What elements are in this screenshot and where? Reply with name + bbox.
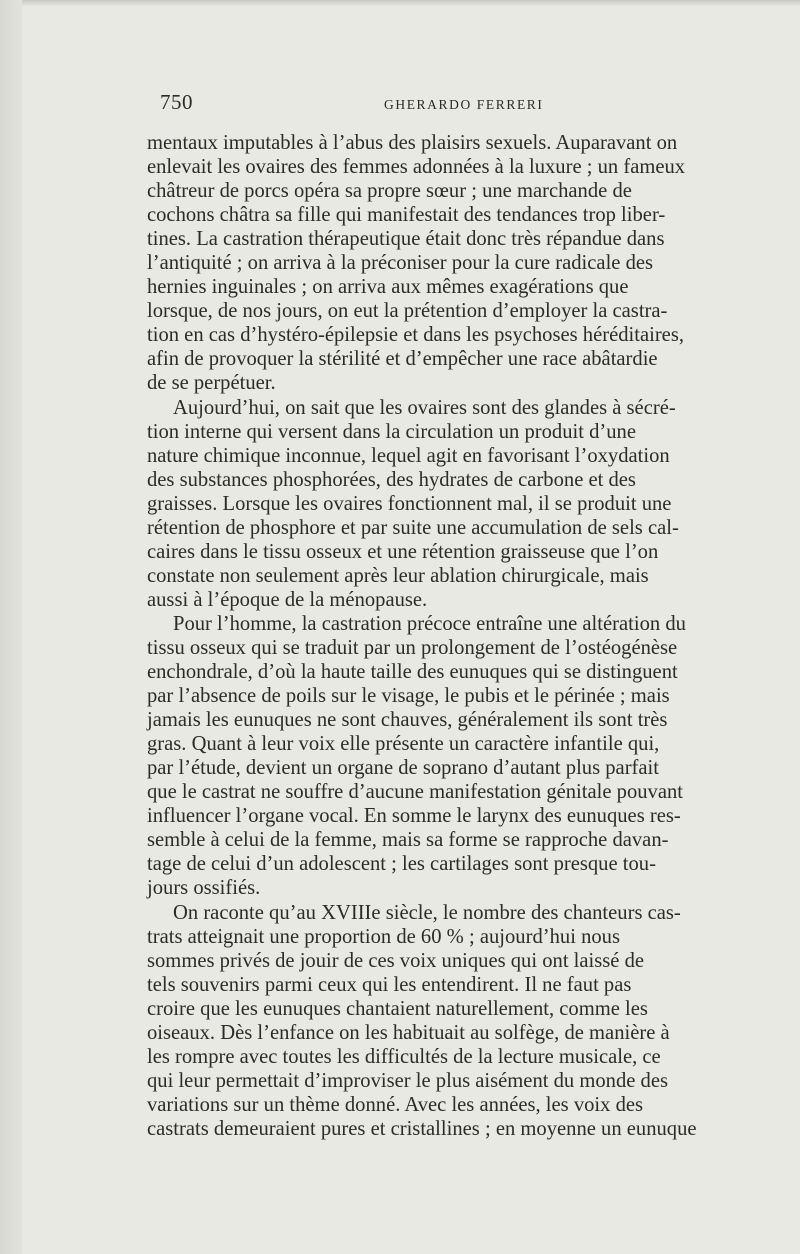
text-line: castrats demeuraient pures et cristallines ; en moyenne un eunuque — [147, 1117, 697, 1140]
text-line: enchondrale, d’où la haute taille des eunuques qui se distinguent — [147, 661, 678, 684]
text-line: semble à celui de la femme, mais sa forme se rapproche davan- — [147, 829, 669, 852]
text-line: que le castrat ne souffre d’aucune manifestation génitale pouvant — [147, 781, 683, 804]
running-head-author: GHERARDO FERRERI — [384, 97, 544, 112]
text-line: hernies inguinales ; on arriva aux mêmes exagérations que — [147, 276, 629, 299]
text-line: rétention de phosphore et par suite une accumulation de sels cal- — [147, 516, 679, 539]
text-line: cochons châtra sa fille qui manifestait des tendances trop liber- — [147, 204, 666, 227]
text-line: mentaux imputables à l’abus des plaisirs sexuels. Auparavant on — [147, 132, 678, 154]
scan-edge-shadow — [0, 0, 22, 1254]
text-line: sommes privés de jouir de ces voix uniques qui ont laissé de — [147, 949, 645, 972]
text-line: trats atteignait une proportion de 60 % ; aujourd’hui nous — [147, 925, 620, 948]
text-line: Pour l’homme, la castration précoce entraîne une altération du — [173, 612, 686, 635]
text-line: aussi à l’époque de la ménopause. — [147, 588, 428, 611]
text-line: jamais les eunuques ne sont chauves, généralement ils sont très — [147, 709, 668, 732]
text-line: On raconte qu’au XVIIIe siècle, le nombre des chanteurs cas- — [173, 901, 681, 924]
text-line: constate non seulement après leur ablation chirurgicale, mais — [147, 564, 649, 587]
text-line: qui leur permettait d’improviser le plus aisément du monde des — [147, 1069, 669, 1092]
text-line: des substances phosphorées, des hydrates de carbone et des — [147, 468, 636, 491]
text-line: Aujourd’hui, on sait que les ovaires sont des glandes à sécré- — [173, 396, 676, 419]
text-line: caires dans le tissu osseux et une rétention graisseuse que l’on — [147, 540, 659, 563]
text-line: gras. Quant à leur voix elle présente un caractère infantile qui, — [147, 733, 660, 756]
text-line: nature chimique inconnue, lequel agit en favorisant l’oxydation — [147, 444, 670, 467]
body-text — [147, 131, 756, 1141]
text-line: tage de celui d’un adolescent ; les cartilages sont presque tou- — [147, 853, 656, 876]
text-line: lorsque, de nos jours, on eut la prétention d’employer la castra- — [147, 300, 668, 323]
text-line: oiseaux. Dès l’enfance on les habituait au solfège, de manière à — [147, 1021, 670, 1044]
text-line: tion en cas d’hystéro-épilepsie et dans les psychoses héréditaires, — [147, 324, 684, 347]
text-line: de se perpétuer. — [147, 372, 276, 395]
text-line: tels souvenirs parmi ceux qui les entendirent. Il ne faut pas — [147, 973, 632, 996]
page-number: 750 — [160, 90, 193, 114]
text-line: tines. La castration thérapeutique était donc très répandue dans — [147, 228, 665, 251]
text-line: enlevait les ovaires des femmes adonnées à la luxure ; un fameux — [147, 156, 686, 179]
text-line: tion interne qui versent dans la circulation un produit d’une — [147, 420, 636, 443]
running-head — [160, 90, 756, 118]
text-line: l’antiquité ; on arriva à la préconiser pour la cure radicale des — [147, 252, 654, 275]
text-line: par l’étude, devient un organe de soprano d’autant plus parfait — [147, 757, 659, 780]
text-line: afin de provoquer la stérilité et d’empêcher une race abâtardie — [147, 348, 658, 371]
text-line: influencer l’organe vocal. En somme le larynx des eunuques res- — [147, 805, 681, 828]
text-line: par l’absence de poils sur le visage, le pubis et le périnée ; mais — [147, 685, 670, 708]
text-line: tissu osseux qui se traduit par un prolongement de l’ostéogénèse — [147, 636, 678, 659]
text-line: croire que les eunuques chantaient naturellement, comme les — [147, 997, 648, 1020]
text-line: variations sur un thème donné. Avec les années, les voix des — [147, 1093, 644, 1116]
text-line: les rompre avec toutes les difficultés de la lecture musicale, ce — [147, 1045, 661, 1068]
text-line: graisses. Lorsque les ovaires fonctionnent mal, il se produit une — [147, 492, 672, 515]
text-line: châtreur de porcs opéra sa propre sœur ; une marchande de — [147, 180, 632, 203]
text-line: jours ossifiés. — [147, 877, 261, 900]
